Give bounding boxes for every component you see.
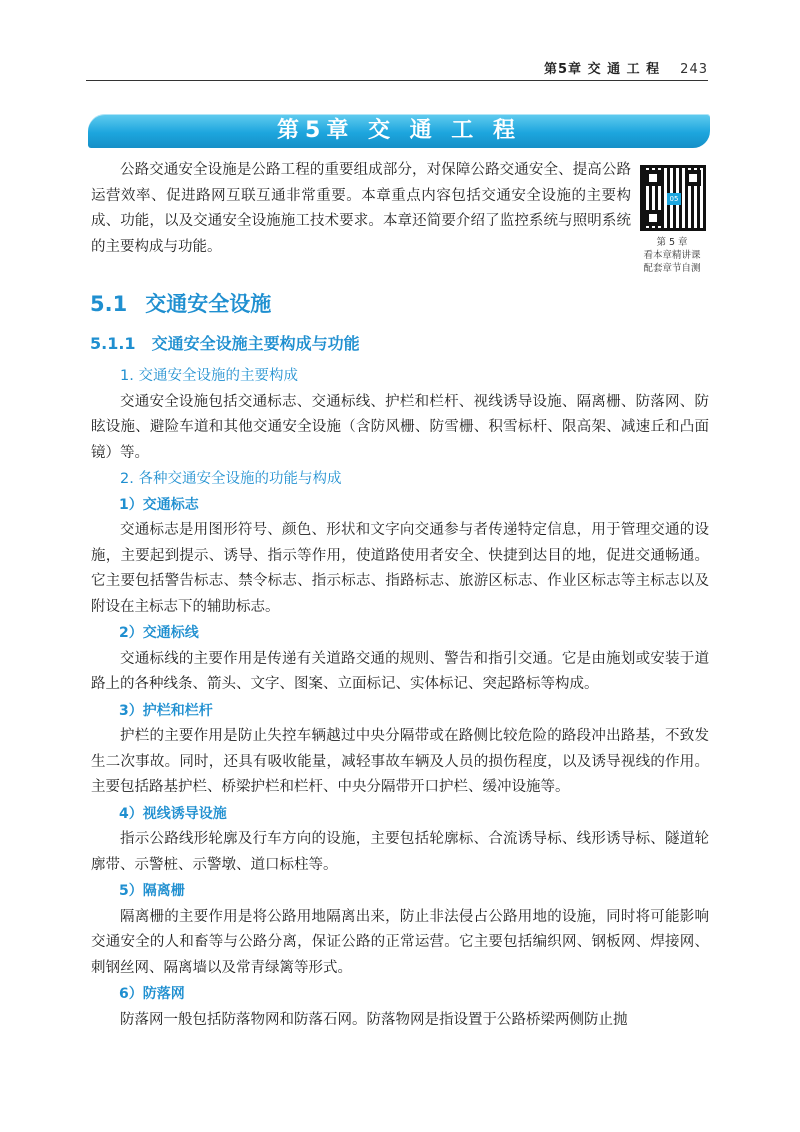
qr-finder-corner [645,210,661,226]
qr-caption-line2: 看本章精讲课 [643,250,701,261]
qr-caption-line1: 第 5 章 [656,237,688,248]
item-heading: 2. 各种交通安全设施的功能与构成 [120,471,342,487]
paragraph: 交通标线的主要作用是传递有关道路交通的规则、警告和指引交通。它是由施划或安装于道路上的各种线条、箭头、文字、图案、立面标记、实体标记、突起路标等构成。 [91,650,709,692]
paragraph: 防落网一般包括防落物网和防落石网。防落物网是指设置于公路桥梁两侧防止抛 [120,1011,628,1028]
qr-caption [624,236,720,275]
page-number: 243 [680,62,708,77]
chapter-intro: 公路交通安全设施是公路工程的重要组成部分，对保障公路交通安全、提高公路运营效率、促进路网互联互通非常重要。本章重点内容包括交通安全设施的主要构成、功能，以及交通安全设施施工技术要求。本章还简要介绍了监控系统与照明系统的主要构成与功能。 [91,162,631,255]
running-header-chapter: 第5章 交 通 工 程 [544,62,661,77]
qr-badge: 05 [667,193,681,205]
paragraph: 交通安全设施包括交通标志、交通标线、护栏和栏杆、视线诱导设施、隔离栅、防落网、防眩设施、避险车道和其他交通安全设施（含防风栅、防雪栅、积雪标杆、限高架、减速丘和凸面镜）等。 [91,393,709,461]
running-header [0,58,708,77]
chapter-banner [88,114,710,148]
sub-item-heading: 4）视线诱导设施 [119,805,227,822]
body-content [91,364,709,1034]
sub-item-heading: 5）隔离栅 [119,883,185,899]
sub-item-heading: 3）护栏和栏杆 [119,702,213,719]
qr-caption-line3: 配套章节自测 [643,263,701,274]
header-rule [86,80,708,81]
sub-item-heading: 1）交通标志 [119,496,199,513]
paragraph: 隔离栅的主要作用是将公路用地隔离出来，防止非法侵占公路用地的设施，同时将可能影响交通安全的人和畜等与公路分离，保证公路的正常运营。它主要包括编织网、钢板网、焊接网、刺钢丝网、隔离墙以及常青绿篱等形式。 [91,908,709,976]
paragraph: 指示公路线形轮廓及行车方向的设施，主要包括轮廓标、合流诱导标、线形诱导标、隧道轮廓带、示警桩、示警墩、道口标柱等。 [91,831,709,873]
subsection-title: 交通安全设施主要构成与功能 [151,334,360,353]
item-heading: 1. 交通安全设施的主要构成 [120,368,298,384]
subsection-heading [90,331,360,354]
section-heading [90,288,271,318]
chapter-title: 第5章 交 通 工 程 [277,118,521,143]
section-title: 交通安全设施 [145,292,272,316]
sub-item-heading: 6）防落网 [119,986,185,1002]
paragraph: 交通标志是用图形符号、颜色、形状和文字向交通参与者传递特定信息，用于管理交通的设施，主要起到提示、诱导、指示等作用，使道路使用者安全、快捷到达目的地，促进交通畅通。它主要包括警告标志、禁令标志、指示标志、指路标志、旅游区标志、作业区标志等主标志以及附设在主标志下的辅助标志。 [91,522,709,615]
qr-code-icon[interactable] [640,165,706,231]
paragraph: 护栏的主要作用是防止失控车辆越过中央分隔带或在路侧比较危险的路段冲出路基，不致发生二次事故。同时，还具有吸收能量，减轻事故车辆及人员的损伤程度，以及诱导视线的作用。主要包括路基护栏、桥梁护栏和栏杆、中央分隔带开口护栏、缓冲设施等。 [91,728,709,795]
sub-item-heading: 2）交通标线 [119,625,199,641]
subsection-number: 5.1.1 [90,334,136,353]
section-number: 5.1 [90,292,128,316]
